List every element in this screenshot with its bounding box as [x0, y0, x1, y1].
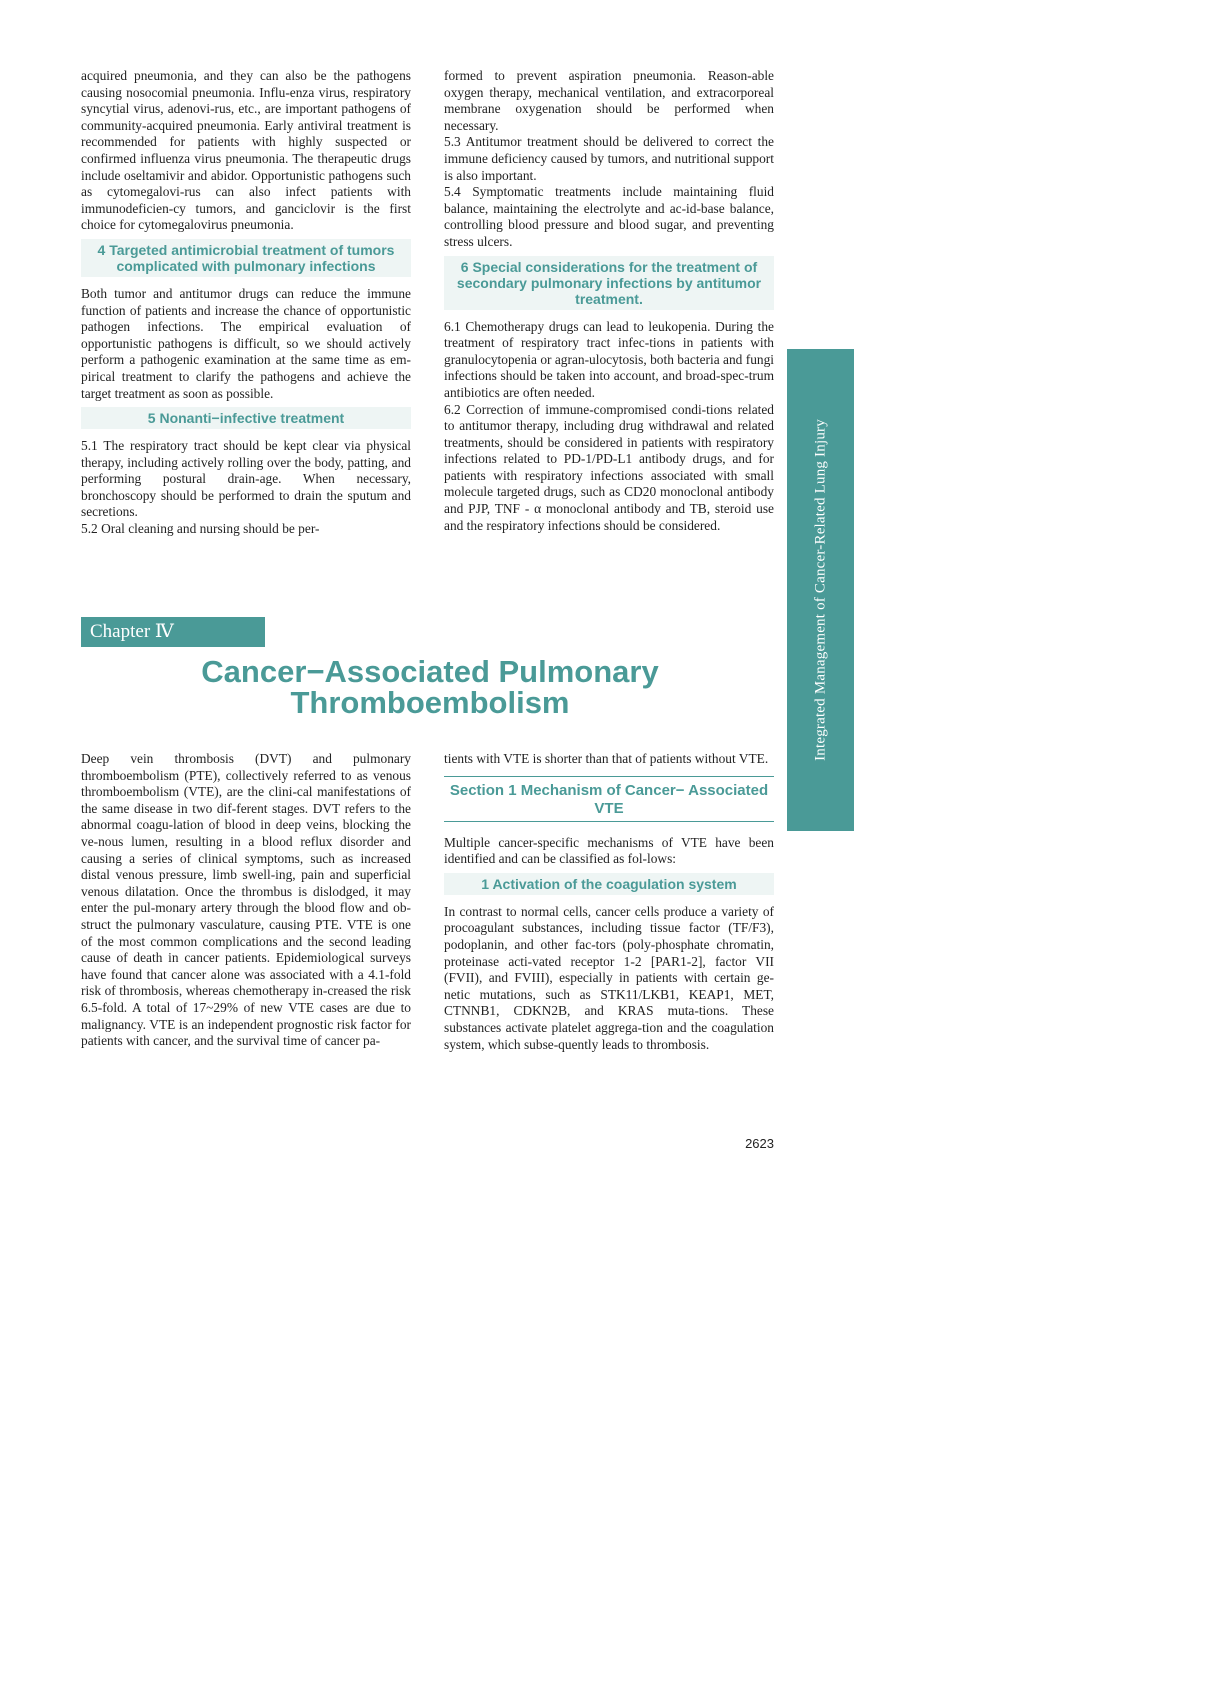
side-tab-label: Integrated Management of Cancer-Related Lung Injury [812, 419, 828, 761]
bottom-right-column [444, 751, 774, 1053]
paragraph: 5.1 The respiratory tract should be kept clear via physical therapy, including actively rolling over the body, patting, and performing postural drain-age. When necessary, bronchoscopy should be performed to drain the sputum and secretions. [81, 438, 411, 520]
paragraph: formed to prevent aspiration pneumonia. Reason-able oxygen therapy, mechanical ventilation, and extracorporeal membrane oxygenation should be performed when necessary. [444, 68, 774, 133]
section-heading: Section 1 Mechanism of Cancer− Associated VTE [444, 776, 774, 822]
chapter-title-line1: Cancer−Associated Pulmonary [201, 654, 659, 689]
paragraph: In contrast to normal cells, cancer cells produce a variety of procoagulant substances, including tissue factor (TF/F3), podoplanin, and other fac-tors (poly-phosphate chromatin, proteinase acti-vated receptor 1-2 [PAR1-2], factor VII (FVII), and FVIII), especially in patients with certain ge-netic mutations, such as STK11/LKB1, KEAP1, MET, CTNNB1, CDKN2B, and KRAS muta-tions. These substances activate platelet aggrega-tion and the coagulation system, which subse-quently leads to thrombosis. [444, 903, 774, 1052]
paragraph: 6.1 Chemotherapy drugs can lead to leukopenia. During the treatment of respiratory tract infec-tions in patients with granulocytopenia or agran-ulocytosis, both bacteria and fungi infections should be taken into account, and broad-spec-trum antibiotics are often needed. [444, 318, 774, 400]
paragraph: Both tumor and antitumor drugs can reduce the immune function of patients and increase the chance of opportunistic pathogen infections. The empirical evaluation of opportunistic pathogens is difficult, so we should actively perform a pathogenic examination at the same time as em-pirical treatment to clarify the pathogens and achieve the target treatment as soon as possible. [81, 285, 411, 401]
heading-coagulation-activation: 1 Activation of the coagulation system [444, 873, 774, 895]
chapter-title-line2: Thromboembolism [290, 685, 570, 720]
chapter-label: Chapter Ⅳ [81, 617, 265, 647]
paragraph: tients with VTE is shorter than that of patients without VTE. [444, 751, 769, 766]
paragraph: 5.2 Oral cleaning and nursing should be per- [81, 521, 320, 537]
paragraph: acquired pneumonia, and they can also be the pathogens causing nosocomial pneumonia. Influ-enza virus, respiratory syncytial virus, adenovi-rus, etc., are important pathogens of community-acquired pneumonia. Early antiviral treatment is recommended for patients with highly suspected or confirmed influenza virus pneumonia. The therapeutic drugs include oseltamivir and abidor. Opportunistic pathogens such as cytomegalovi-rus can also infect patients with immunodeficien-cy tumors, and ganciclovir is the first choice for cytomegalovirus pneumonia. [81, 68, 411, 233]
paragraph: 6.2 Correction of immune-compromised condi-tions related to antitumor therapy, including drug withdrawal and related treatments, should be considered in patients with respiratory infections related to PD-1/PD-L1 antibody drugs, and for patients with respiratory infections associated with small molecule targeted drugs, such as CD20 monoclonal antibody and PJP, TNF - α monoclonal antibody and TB, steroid use and the respiratory infections should be considered. [444, 401, 774, 533]
paragraph: Deep vein thrombosis (DVT) and pulmonary thromboembolism (PTE), collectively referred to as venous thromboembolism (VTE), are the clini-cal manifestations of the same disease in two dif-ferent stages. DVT refers to the abnormal coagu-lation of blood in deep veins, blocking the ve-nous lumen, resulting in a blood reflux disorder and causing a series of clinical symptoms, such as increased distal venous pressure, limb swell-ing, pain and superficial venous dilatation. Once the thrombus is dislodged, it may enter the pul-monary artery through the blood flow and ob-struct the pulmonary vasculature, causing PTE. VTE is one of the most common complications and the second leading cause of death in cancer patients. Epidemiological surveys have found that cancer alone was associated with a 4.1-fold risk of thrombosis, whereas chemotherapy in-creased the risk 6.5-fold. A total of 17~29% of new VTE cases are due to malignancy. VTE is an independent prognostic risk factor for patients with cancer, and the survival time of cancer pa- [81, 751, 411, 1049]
bottom-left-column [81, 751, 411, 1050]
paragraph: Multiple cancer-specific mechanisms of VTE have been identified and can be classified as fol-lows: [444, 834, 774, 867]
chapter-title [150, 656, 710, 718]
side-tab [787, 349, 854, 831]
top-right-column [444, 68, 774, 534]
paragraph: 5.3 Antitumor treatment should be delivered to correct the immune deficiency caused by tumors, and nutritional support is also important. [444, 134, 774, 183]
heading-special-considerations: 6 Special considerations for the treatment of secondary pulmonary infections by antitumor treatment. [444, 256, 774, 310]
heading-targeted-antimicrobial: 4 Targeted antimicrobial treatment of tumors complicated with pulmonary infections [81, 239, 411, 277]
top-left-column [81, 68, 411, 538]
page-number: 2623 [745, 1136, 774, 1151]
heading-nonanti-infective: 5 Nonanti−infective treatment [81, 407, 411, 429]
paragraph: 5.4 Symptomatic treatments include maintaining fluid balance, maintaining the electrolyte and ac-id-base balance, controlling blood pressure and blood sugar, and preventing stress ulcers. [444, 184, 774, 249]
